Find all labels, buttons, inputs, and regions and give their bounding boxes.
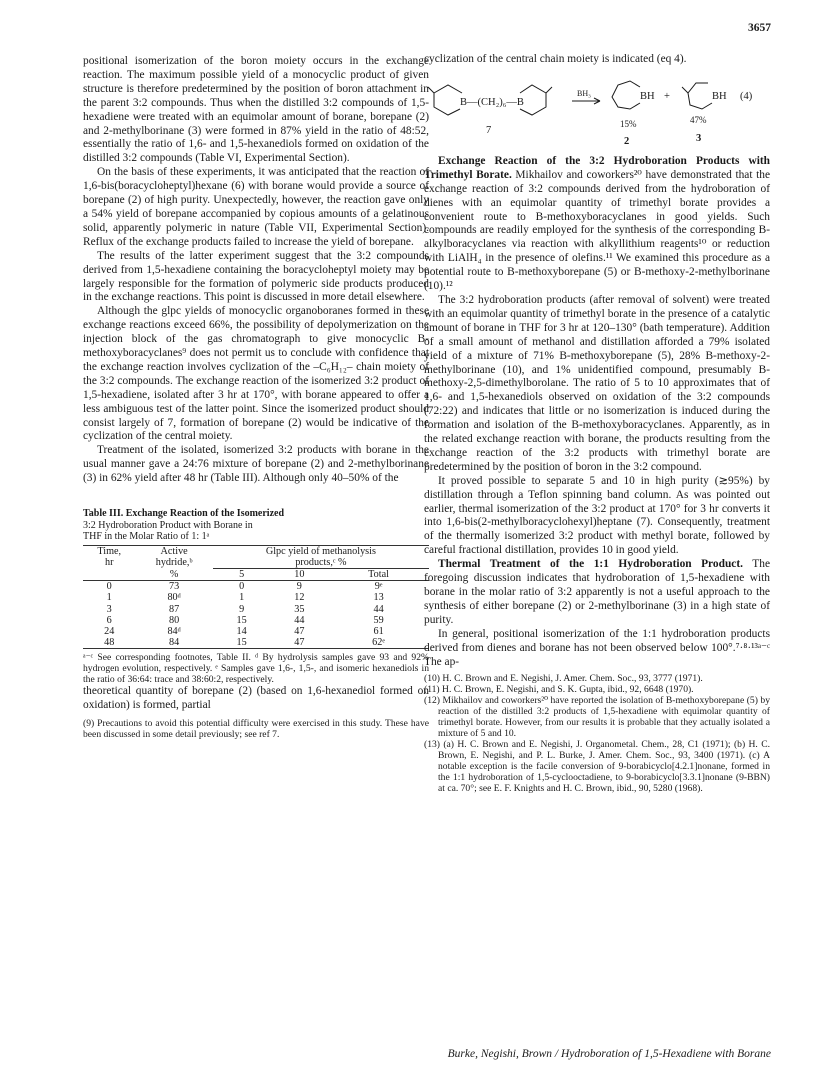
table-header: hydride,ᵇ — [155, 557, 193, 569]
table-header: hr — [104, 557, 114, 569]
paragraph: theoretical quantity of borepane (2) (based on 1,6-hexanediol formed on oxidation) is formed, partial — [83, 685, 429, 712]
references — [424, 673, 770, 794]
paragraph: It proved possible to separate 5 and 10 in high purity (≳95%) by distillation through a Teflon spinning band column. As was pointed out earlier, thermal isomerization of the 3:2 product at 170° for 3 hr converts it into 1,6-bis(2-methylboracyclohexyl)heptane (7). Consequently, treatment of the thermally isomerized 3:2 product with methyl borate, followed by careful fractional distillation, provides 10 in good yield. — [424, 474, 770, 557]
table-cell: 12 — [294, 592, 305, 604]
paragraph: In general, positional isomerization of the 1:1 hydroboration products derived from dienes and borane has not been observed below 100°.⁷·⁸·¹³ᵃ⁻ᶜ The ap- — [424, 627, 770, 668]
methyl-right — [546, 87, 552, 93]
table-cell: 1 — [239, 592, 245, 604]
reference: (12) Mikhailov and coworkers²⁰ have reported the isolation of B-methoxyborepane (5) by reaction of the distilled 3:2 products of 1,5-hexadiene with equimolar quantity of trimethyl borate. However, from our results it is probable that they actually isolated a mixture of 5 and 10. — [424, 695, 770, 740]
table-header: products,ᶜ % — [213, 557, 429, 569]
table-header: Time, — [97, 545, 122, 557]
reference: (13) (a) H. C. Brown and E. Negishi, J. Organometal. Chem., 28, C1 (1971); (b) H. C. Brown, E. Negishi, and P. L. Burke, J. Amer. Chem. Soc., 93, 3400 (1971). (c) A notable exception is the facile conversion of 9-borabicyclo[4.2.1]nonane, formed in the 1:1 hydroboration of 1,5-cyclooctadiene, to 9-borabicyclo[3.3.1]nonane (9-BBN) at ca. 70°; see E. F. Knights and H. C. Brown, ibid., 90, 5280 (1968). — [424, 739, 770, 795]
table-cell: 13 — [373, 592, 384, 604]
borepane-ring — [612, 81, 640, 109]
yield-label: 47% — [690, 114, 707, 125]
table-cell: 61 — [373, 626, 384, 638]
table-caption — [83, 508, 429, 543]
paragraph: positional isomerization of the boron moiety occurs in the exchange reaction. The maximum possible yield of a monocyclic product of given structure is therefore predetermined by the position of boron attachment in the parent 3:2 compounds. Thus when the distilled 3:2 compounds of 1,5-hexadiene were treated with an equimolar amount of borane, borepane (2) and 2-methylborinane (3) were formed in 87% yield in the ratio of 48:52, essentially the ratio of 1,6- and 1,5-hexanediols formed on oxidation of the distilled 3:2 compounds (Table VI, Experimental Section). — [83, 55, 429, 165]
running-footer: Burke, Negishi, Brown / Hydroboration of 1,5-Hexadiene with Borane — [447, 1048, 771, 1060]
table-cell: 80ᵈ — [167, 592, 181, 604]
table-cell: 14 — [236, 626, 247, 638]
table-cell: 6 — [106, 614, 112, 626]
paragraph: Although the glpc yields of monocyclic organoboranes formed in these exchange reactions exceed 66%, the possibility of depolymerization on the injection block of the gas chromatograph to give monocyclic B-methoxyboracyclanes⁹ does not permit us to conclude with confidence that the exchange reaction involves cyclization of the –C₆H₁₂– chain moiety of the 3:2 compounds. The exchange reaction of the isomerized 3:2 product of 1,5-hexadiene, isolated after 3 hr at 170°, with borane appeared to offer a less ambiguous test of the latter point. Since the isomerized product should consist largely of 7, formation of borepane (2) would be indicative of the cyclization of the central moiety. — [83, 305, 429, 443]
paragraph-text: Mikhailov and coworkers²⁰ have demonstrated that the exchange reaction of 3:2 compounds derived from the hydroboration of dienes with an equimolar quantity of trimethyl borate provides a convenient route to B-methoxyboracyclanes in good yields. Such compounds are readily employed for the synthesis of the corresponding B-alkylboracyclanes via reaction with alkyllithium reagents¹⁰ or reduction with LiAlH₄ in the presence of olefins.¹¹ We examined this procedure as a potential route to B-methoxyborepane (5) or B-methoxy-2-methylborinane (10).¹² — [424, 168, 771, 293]
table-cell: 15 — [236, 637, 247, 649]
table-header: Total — [368, 569, 389, 580]
table-cell: 84ᵈ — [167, 626, 181, 638]
table-cell: 35 — [294, 603, 305, 615]
table-header: Active — [160, 545, 188, 557]
table-caption-line: THF in the Molar Ratio of 1: 1ᵃ — [83, 531, 210, 543]
reference: (10) H. C. Brown and E. Negishi, J. Amer. Chem. Soc., 93, 3777 (1971). — [424, 673, 703, 685]
table-row — [83, 615, 429, 626]
table-cell: 47 — [294, 637, 305, 649]
reaction-equation — [424, 71, 770, 149]
table-cell: 0 — [106, 581, 112, 593]
table-cell: 84 — [169, 637, 180, 649]
table-cell: 9 — [239, 603, 245, 615]
compound-label: 2 — [624, 135, 630, 147]
table-cell: 62ᵉ — [372, 637, 385, 649]
ring-left — [434, 85, 462, 115]
methyl-left — [428, 87, 434, 93]
bh-label: BH — [640, 90, 655, 102]
paragraph — [424, 558, 770, 628]
table-row — [83, 637, 429, 649]
table-header: Glpc yield of methanolysis — [265, 545, 376, 557]
table-footnote: ᵃ⁻ᶜ See corresponding footnotes, Table II. ᵈ By hydrolysis samples gave 93 and 92% hydrogen evolution, respectively. ᵉ Samples gave 1,6-, 1,5-, and isomeric hexanediols in the ratio of 36:64: trace and 38:60:2, respectively. — [83, 652, 429, 686]
table-cell: 1 — [106, 592, 112, 604]
table-cell: 87 — [169, 603, 180, 615]
table-cell: 9ᵉ — [374, 581, 383, 593]
table-cell: 15 — [236, 614, 247, 626]
reagent-label: BH₃ — [577, 88, 591, 98]
section-heading: Exchange Reaction of the 3:2 Hydroboration Products with Trimethyl Borate. — [424, 154, 770, 181]
yield-label: 15% — [620, 118, 637, 129]
paragraph: On the basis of these experiments, it was anticipated that the reaction of 1,6-bis(boracycloheptyl)hexane (6) with borane would provide a source of borepane (2) of high purity. Unexpectedly, however, the reaction gave only a 54% yield of borepane accompanied by copious amounts of a gelatinous solid, apparently polymeric in nature (Table VII, Experimental Section). Reflux of the exchange products failed to increase the yield of borepane. — [83, 166, 429, 248]
bh-label: BH — [712, 90, 727, 102]
right-column — [424, 53, 770, 794]
table-cell: 24 — [104, 626, 115, 638]
table-cell: 73 — [169, 581, 180, 593]
borinane-ring — [688, 83, 712, 109]
paragraph: Treatment of the isolated, isomerized 3:2 products with borane in the usual manner gave a 24:76 mixture of borepane (2) and 2-methylborinane (3) in 62% yield after 48 hr (Table III). Although only 40–50% of the — [83, 444, 429, 485]
paragraph: The results of the latter experiment suggest that the 3:2 compounds derived from 1,5-hexadiene containing the boracycloheptyl moiety may be largely responsible for the formation of polymeric side products produced in the exchange reactions. This point is discussed in more detail elsewhere. — [83, 249, 429, 304]
table-row — [83, 592, 429, 603]
table-cell: 59 — [373, 614, 384, 626]
page-number: 3657 — [748, 22, 771, 34]
paragraph — [424, 155, 770, 294]
table-header: 5 — [239, 569, 245, 580]
compound-label: 7 — [486, 124, 492, 136]
paragraph: The 3:2 hydroboration products (after removal of solvent) were treated with an equimolar quantity of trimethyl borate in the presence of a catalytic amount of borane in THF for 3 hr at 120–130° (bath temperature). Addition of a small amount of methanol and distillation afforded a 79% isolated yield of a mixture of 71% B-methoxyborepane (5), 28% B-methoxy-2-methylborinane (10), and 1% unidentified compound, presumably B-methoxy-2,5-dimethylborolane. The ratio of 5 to 10 approximates that of 1,6- and 1,5-hexanediols observed on oxidation of the 3:2 compounds (72:22) and indicates that little or no isomerization is induced during the formation and isolation of the B-methoxyboracyclanes. Apparently, as in the related exchange reaction with borane, the products resulting from the exchange reaction of the 3:2 products with trimethyl borate are predetermined by the position of boron in the 3:2 compound. — [424, 293, 770, 473]
footnote: (9) Precautions to avoid this potential difficulty were exercised in this study. These have been discussed in some detail previously; see ref 7. — [83, 718, 429, 741]
paragraph: cyclization of the central chain moiety is indicated (eq 4). — [424, 53, 687, 65]
table-cell: 80 — [169, 614, 180, 626]
left-column — [83, 55, 429, 740]
compound-label: 3 — [696, 132, 702, 144]
table-caption-line: Table III. Exchange Reaction of the Isomerized — [83, 508, 285, 520]
table-cell: 0 — [239, 581, 245, 593]
table-cell: 47 — [294, 626, 305, 638]
borinane-methyl — [682, 87, 688, 93]
table-cell: 48 — [104, 637, 115, 649]
table-caption-line: 3:2 Hydroboration Product with Borane in — [83, 519, 253, 531]
table-row — [83, 581, 429, 593]
table-header: 10 — [294, 569, 305, 580]
table-row — [83, 626, 429, 637]
table-cell: 44 — [294, 614, 305, 626]
paragraph-text: The foregoing discussion indicates that hydroboration of 1,5-hexadiene with borane in the molar ratio of 3:2 apparently is not a useful approach to the synthesis of either borepane (2) or 2-methylborinane (3) in a high state of purity. — [424, 558, 770, 626]
reference: (11) H. C. Brown, E. Negishi, and S. K. Gupta, ibid., 92, 6648 (1970). — [424, 684, 694, 696]
plus-sign: + — [664, 90, 670, 102]
table-row — [83, 604, 429, 615]
data-table — [83, 545, 429, 650]
table-cell: 3 — [106, 603, 112, 615]
chain-label: B—(CH₂)₆—B — [460, 96, 524, 108]
table-header: % — [169, 568, 179, 580]
section-heading: Thermal Treatment of the 1:1 Hydroboration Product. — [438, 558, 743, 571]
table-cell: 9 — [296, 581, 302, 593]
equation-number: (4) — [740, 90, 753, 102]
table-cell: 44 — [373, 603, 384, 615]
